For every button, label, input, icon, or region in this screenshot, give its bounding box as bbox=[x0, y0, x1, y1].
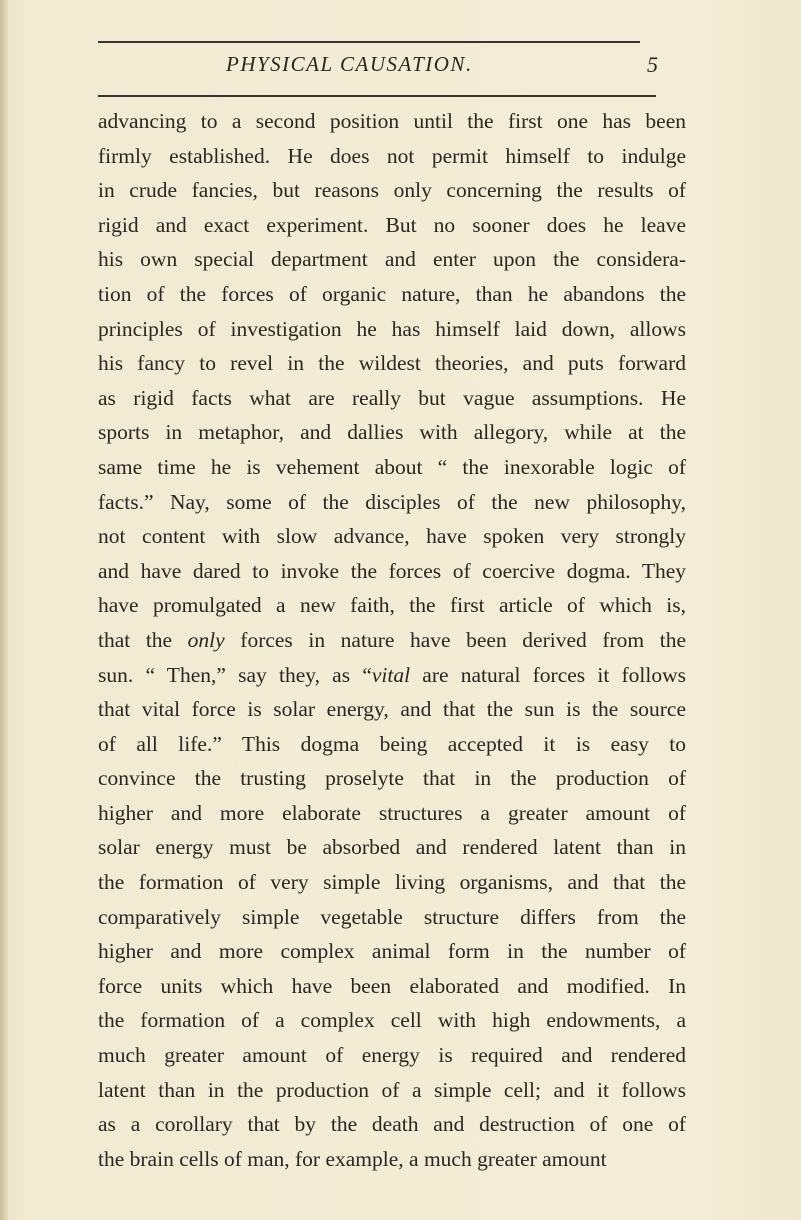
text-line: convince the trusting proselyte that in the production of bbox=[98, 766, 686, 791]
text-line: comparatively simple vegetable structure differs from the bbox=[98, 904, 686, 929]
text-fragment: are natural forces it follows bbox=[422, 662, 687, 687]
text-line: higher and more elaborate structures a greater amount of bbox=[98, 800, 686, 825]
text-line: his own special department and enter upon the considera- bbox=[98, 247, 686, 272]
text-line: the formation of a complex cell with high endowments, a bbox=[98, 1008, 686, 1033]
text-line-with-italic bbox=[98, 658, 686, 693]
header-rule-bottom bbox=[98, 95, 656, 97]
text-line: the brain cells of man, for example, a much greater amount bbox=[98, 1146, 607, 1171]
text-line: rigid and exact experiment. But no sooner does he leave bbox=[98, 212, 686, 237]
text-fragment: forces in nature have been derived from the bbox=[240, 627, 686, 652]
text-line: latent than in the production of a simple cell; and it follows bbox=[98, 1077, 686, 1102]
text-fragment: sun. “ Then,” say they, as “ bbox=[98, 662, 372, 687]
text-fragment: that the bbox=[98, 627, 173, 652]
italic-word: only bbox=[187, 627, 225, 652]
text-line: as a corollary that by the death and destruction of one of bbox=[98, 1112, 686, 1137]
text-line: same time he is vehement about “ the inexorable logic of bbox=[98, 454, 686, 479]
italic-word: vital bbox=[371, 662, 411, 687]
page-number: 5 bbox=[647, 52, 658, 77]
running-title: PHYSICAL CAUSATION. bbox=[226, 52, 473, 76]
text-line: in crude fancies, but reasons only concerning the results of bbox=[98, 178, 686, 203]
text-line: as rigid facts what are really but vague assumptions. He bbox=[98, 385, 686, 410]
text-line-with-italic bbox=[98, 623, 686, 658]
text-line: that vital force is solar energy, and that the sun is the source bbox=[98, 697, 686, 722]
text-line: solar energy must be absorbed and rendered latent than in bbox=[98, 835, 686, 860]
text-line: facts.” Nay, some of the disciples of the new philosophy, bbox=[98, 489, 686, 514]
text-line: of all life.” This dogma being accepted it is easy to bbox=[98, 731, 686, 756]
text-line: force units which have been elaborated and modified. In bbox=[98, 973, 686, 998]
text-line: sports in metaphor, and dallies with allegory, while at the bbox=[98, 420, 686, 445]
text-line: his fancy to revel in the wildest theories, and puts forward bbox=[98, 351, 686, 376]
text-line: tion of the forces of organic nature, than he abandons the bbox=[98, 281, 686, 306]
text-line: not content with slow advance, have spoken very strongly bbox=[98, 524, 686, 549]
text-line: and have dared to invoke the forces of coercive dogma. They bbox=[98, 558, 686, 583]
text-line: have promulgated a new faith, the first article of which is, bbox=[98, 593, 686, 618]
text-line: advancing to a second position until the first one has been bbox=[98, 109, 686, 133]
text-line: principles of investigation he has himself laid down, allows bbox=[98, 316, 686, 341]
page-binding-edge bbox=[0, 0, 8, 1220]
text-line: much greater amount of energy is required and rendered bbox=[98, 1043, 686, 1068]
text-line: the formation of very simple living organisms, and that the bbox=[98, 870, 686, 895]
text-line: higher and more complex animal form in the number of bbox=[98, 939, 686, 964]
body-text bbox=[98, 104, 686, 1176]
running-head bbox=[98, 52, 658, 86]
header-rule-top bbox=[98, 41, 640, 43]
text-line: firmly established. He does not permit himself to indulge bbox=[98, 143, 686, 168]
